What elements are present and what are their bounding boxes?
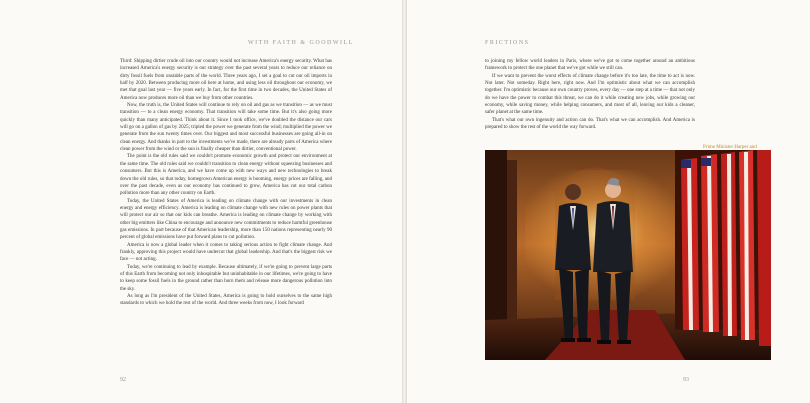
left-page bbox=[0, 0, 402, 403]
body-text-column bbox=[485, 58, 695, 131]
flags bbox=[675, 150, 771, 346]
running-head: WITH FAITH & GOODWILL bbox=[248, 40, 354, 46]
photo-caption: Prime Minister Harper and bbox=[703, 145, 757, 150]
paragraph: If we want to prevent the worst effects of climate change before it's too late, the time to act is now. Not later. Not someday. Right here, right now. And I'm optimistic about what we can accomplish together. I'm optimistic because our own country proves, every day — one step at a time — that not only do we have the power to combat this threat, we can do it while creating new jobs, while growing our economy, while saving money, while helping consumers, and most of all, leaving our kids a cleaner, safer planet at the same time. bbox=[485, 73, 695, 116]
page-number: 93 bbox=[683, 377, 689, 383]
photo-illustration bbox=[485, 150, 771, 360]
paragraph: The point is the old rules said we couldn't promote economic growth and protect our environment at the same time. The old rules said we couldn't transition to clean energy without squeezing businesses and consumers. But this is America, and we have come up with new ways and new technologies to break down the old rules, so that today, homegrown American energy is booming, energy prices are falling, and over the past decade, even as our economy has continued to grow, America has cut our total carbon pollution more than any other country on Earth. bbox=[120, 154, 332, 197]
paragraph: Today, the United States of America is leading on climate change with our investments in clean energy and energy efficiency. America is leading on climate change with new rules on power plants that will protect our air so that our kids can breathe. America is leading on climate change by working with other big emitters like China to encourage and announce new commitments to reduce harmful greenhouse gas emissions. In part because of that American leadership, more than 150 nations representing nearly 90 percent of global emissions have put forward plans to cut pollution. bbox=[120, 198, 332, 241]
body-text-column bbox=[120, 58, 332, 308]
paragraph: As long as I'm president of the United States, America is going to hold ourselves to the same high standards to which we hold the rest of the world. And three weeks from now, I look forward bbox=[120, 294, 332, 307]
paragraph: Today, we're continuing to lead by example. Because ultimately, if we're going to prevent large parts of this Earth from becoming not only inhospitable but uninhabitable in our lifetimes, we're going to have to keep some fossil fuels in the ground rather than burn them and release more dangerous pollution into the sky. bbox=[120, 264, 332, 292]
paragraph: America is now a global leader when it comes to taking serious action to fight climate change. And frankly, approving this project would have undercut that global leadership. And that's the biggest risk we face — not acting. bbox=[120, 242, 332, 263]
paragraph: to joining my fellow world leaders in Paris, where we've got to come together around an ambitious framework to protect the one planet that we've got while we still can. bbox=[485, 59, 695, 72]
paragraph: Now, the truth is, the United States will continue to rely on oil and gas as we transition — as we must transition — to a clean energy economy. That transition will take some time. But it's also going more quickly than many anticipated. Think about it. Since I took office, we've doubled the distance our cars will go on a gallon of gas by 2025; tripled the power we generate from the wind; multiplied the power we generate from the sun twenty times over. Our biggest and most successful businesses are going all-in on clean energy. And thanks in part to the investments we've made, there are already parts of America where clean power from the wind or the sun is finally cheaper than dirtier, conventional power. bbox=[120, 103, 332, 153]
page-number: 92 bbox=[120, 377, 126, 383]
photograph bbox=[485, 150, 771, 360]
paragraph: Third: Shipping dirtier crude oil into our country would not increase America's energy security. What has increased America's energy security is our strategy over the past several years to reduce our reliance on dirty fossil fuels from unstable parts of the world. Three years ago, I set a goal to cut our oil imports in half by 2020. Between producing more oil here at home, and using less oil throughout our economy, we met that goal last year — five years early. In fact, for the first time in two decades, the United States of America now produces more oil than we buy from other countries. bbox=[120, 59, 332, 101]
paragraph: That's what our own ingenuity and action can do. That's what we can accomplish. And America is prepared to show the rest of the world the way forward. bbox=[485, 117, 695, 131]
right-page bbox=[407, 0, 810, 403]
running-head: FRICTIONS bbox=[485, 40, 530, 46]
